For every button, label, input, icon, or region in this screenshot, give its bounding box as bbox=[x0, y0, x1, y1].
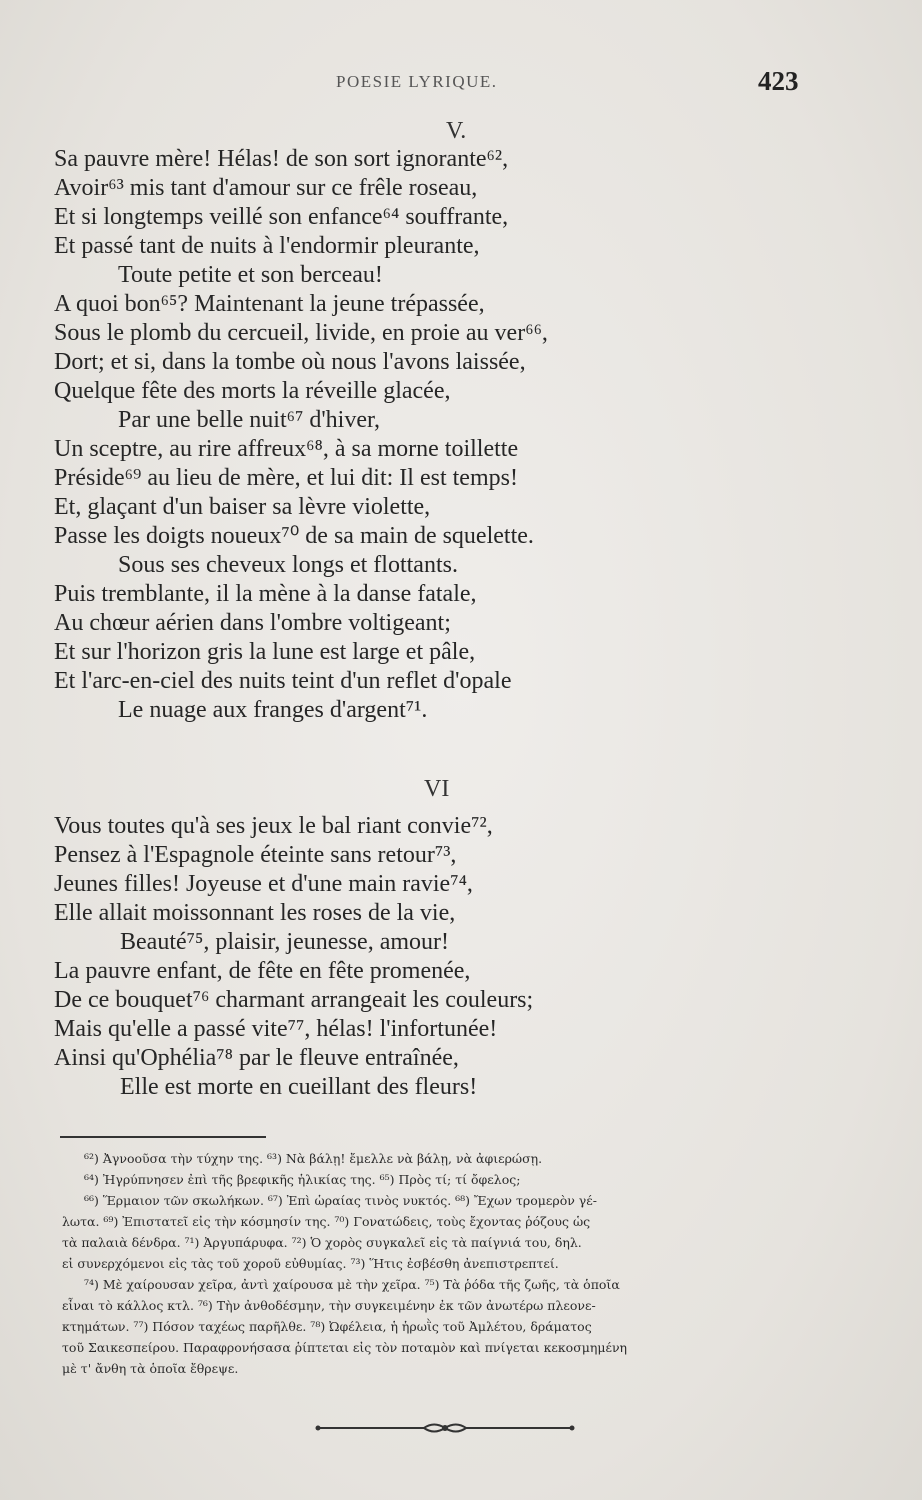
running-head bbox=[0, 66, 922, 98]
footnote-line: κτημάτων. ⁷⁷) Πόσον ταχέως παρῆλθε. ⁷⁸) Ὠφέλεια, ἡ ἡρωῒς τοῦ Ἀμλέτου, δράματος bbox=[62, 1319, 592, 1334]
footnote-line: ⁷⁴) Μὲ χαίρουσαν χεῖρα, ἀντὶ χαίρουσα μὲ τὴν χεῖρα. ⁷⁵) Τὰ ῥόδα τῆς ζωῆς, τὰ ὁποῖα bbox=[84, 1277, 620, 1292]
footnote-line: ⁶⁴) Ἠγρύπνησεν ἐπὶ τῆς βρεφικῆς ἡλικίας της. ⁶⁵) Πρὸς τί; τί ὄφελος; bbox=[84, 1172, 521, 1187]
poem-line: Avoir⁶³ mis tant d'amour sur ce frêle roseau, bbox=[54, 175, 478, 201]
poem-line: Elle est morte en cueillant des fleurs! bbox=[120, 1074, 478, 1100]
poem-line: A quoi bon⁶⁵? Maintenant la jeune trépassée, bbox=[54, 291, 485, 317]
poem-line: Ainsi qu'Ophélia⁷⁸ par le fleuve entraînée, bbox=[54, 1045, 459, 1071]
poem-line: Et si longtemps veillé son enfance⁶⁴ souffrante, bbox=[54, 204, 509, 230]
poem-line: Puis tremblante, il la mène à la danse fatale, bbox=[54, 581, 477, 607]
footnote-line: ⁶⁶) Ἕρμαιον τῶν σκωλήκων. ⁶⁷) Ἐπὶ ὡραίας τινὸς νυκτός. ⁶⁸) Ἔχων τρομερὸν γέ- bbox=[84, 1193, 597, 1208]
tailpiece-ornament-icon bbox=[314, 1420, 576, 1436]
poem-line: Sous le plomb du cercueil, livide, en proie au ver⁶⁶, bbox=[54, 320, 548, 346]
footnote-line: εἰ συνερχόμενοι εἰς τὰς τοῦ χοροῦ εὐθυμίας. ⁷³) Ἥτις ἐσβέσθη ἀνεπιστρεπτεί. bbox=[62, 1256, 559, 1271]
poem-section-vi bbox=[54, 812, 634, 1102]
poem-line: Quelque fête des morts la réveille glacée, bbox=[54, 378, 451, 404]
footnote-rule bbox=[60, 1136, 266, 1138]
poem-line: Sa pauvre mère! Hélas! de son sort ignorante⁶², bbox=[54, 146, 509, 172]
poem-line: Un sceptre, au rire affreux⁶⁸, à sa morne toillette bbox=[54, 436, 519, 462]
poem-line: Mais qu'elle a passé vite⁷⁷, hélas! l'infortunée! bbox=[54, 1016, 498, 1042]
footnote-line: ⁶²) Ἀγνοοῦσα τὴν τύχην της. ⁶³) Νὰ βάλῃ! ἔμελλε νὰ βάλῃ, νὰ ἀφιερώσῃ. bbox=[84, 1151, 543, 1166]
poem-line: De ce bouquet⁷⁶ charmant arrangeait les couleurs; bbox=[54, 987, 534, 1013]
poem-line: Et passé tant de nuits à l'endormir pleurante, bbox=[54, 233, 480, 259]
poem-line: Et, glaçant d'un baiser sa lèvre violette, bbox=[54, 494, 431, 520]
poem-line: Beauté⁷⁵, plaisir, jeunesse, amour! bbox=[120, 929, 450, 955]
footnote-line: εἶναι τὸ κάλλος κτλ. ⁷⁶) Τὴν ἀνθοδέσμην, τὴν συγκειμένην ἐκ τῶν ἀνωτέρω πλεονε- bbox=[62, 1298, 596, 1313]
poem-line: Et l'arc-en-ciel des nuits teint d'un reflet d'opale bbox=[54, 668, 512, 694]
poem-line: Passe les doigts noueux⁷⁰ de sa main de squelette. bbox=[54, 523, 534, 549]
poem-line: Préside⁶⁹ au lieu de mère, et lui dit: Il est temps! bbox=[54, 465, 518, 491]
poem-line: Toute petite et son berceau! bbox=[118, 262, 383, 288]
poem-line: Elle allait moissonnant les roses de la vie, bbox=[54, 900, 456, 926]
section-heading-vi: VI bbox=[424, 776, 450, 802]
poem-line: Et sur l'horizon gris la lune est large et pâle, bbox=[54, 639, 476, 665]
section-heading-v: V. bbox=[446, 118, 467, 144]
poem-line: Dort; et si, dans la tombe où nous l'avons laissée, bbox=[54, 349, 526, 375]
poem-section-v bbox=[54, 145, 634, 725]
poem-line: Pensez à l'Espagnole éteinte sans retour⁷³, bbox=[54, 842, 457, 868]
footnote-line: μὲ τ' ἄνθη τὰ ὁποῖα ἔθρεψε. bbox=[62, 1361, 239, 1376]
poem-line: Sous ses cheveux longs et flottants. bbox=[118, 552, 458, 578]
poem-line: Vous toutes qu'à ses jeux le bal riant convie⁷², bbox=[54, 813, 493, 839]
page-number: 423 bbox=[758, 66, 799, 96]
poem-line: Le nuage aux franges d'argent⁷¹. bbox=[118, 697, 428, 723]
footnotes bbox=[62, 1148, 822, 1379]
running-title: POESIE LYRIQUE. bbox=[336, 72, 498, 91]
poem-line: Au chœur aérien dans l'ombre voltigeant; bbox=[54, 610, 451, 636]
footnote-line: λωτα. ⁶⁹) Ἐπιστατεῖ εἰς τὴν κόσμησίν της. ⁷⁰) Γονατώδεις, τοὺς ἔχοντας ῥόζους ὡς bbox=[62, 1214, 591, 1229]
footnote-line: τὰ παλαιὰ δένδρα. ⁷¹) Ἀργυπάρυφα. ⁷²) Ὁ χορὸς συγκαλεῖ εἰς τὰ παίγνιά του, δηλ. bbox=[62, 1235, 582, 1250]
poem-line: Par une belle nuit⁶⁷ d'hiver, bbox=[118, 407, 381, 433]
poem-line: La pauvre enfant, de fête en fête promenée, bbox=[54, 958, 471, 984]
poem-line: Jeunes filles! Joyeuse et d'une main ravie⁷⁴, bbox=[54, 871, 473, 897]
footnote-line: τοῦ Σαικεσπείρου. Παραφρονήσασα ῥίπτεται εἰς τὸν ποταμὸν καὶ πνίγεται κεκοσμημένη bbox=[62, 1340, 628, 1355]
